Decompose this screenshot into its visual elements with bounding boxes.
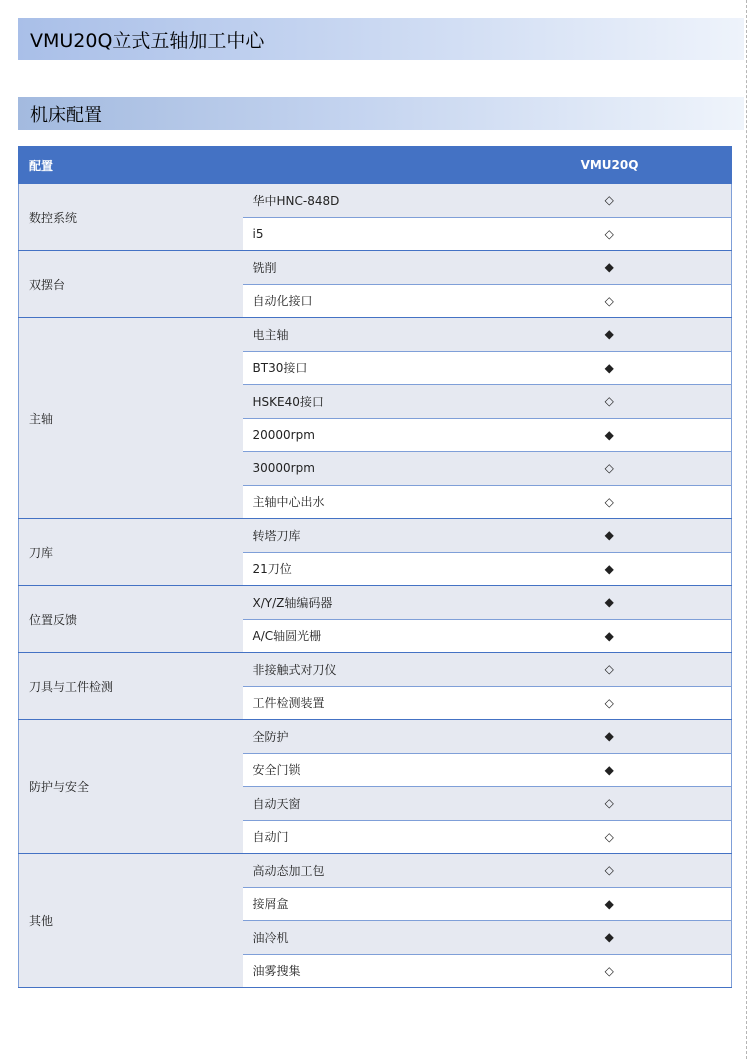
section-title: 机床配置 xyxy=(30,104,102,126)
table-row xyxy=(19,720,732,754)
standard-diamond-icon: ◆ xyxy=(518,519,732,553)
table-header-row xyxy=(19,147,732,184)
table-row xyxy=(19,653,732,687)
optional-diamond-icon: ◇ xyxy=(518,385,732,419)
item-label: 20000rpm xyxy=(243,418,518,452)
group-label: 主轴 xyxy=(19,318,243,519)
table-row xyxy=(19,184,732,218)
item-label: HSKE40接口 xyxy=(243,385,518,419)
standard-diamond-icon: ◆ xyxy=(518,753,732,787)
optional-diamond-icon: ◇ xyxy=(518,485,732,519)
item-label: 30000rpm xyxy=(243,452,518,486)
item-label: 接屑盒 xyxy=(243,887,518,921)
item-label: 全防护 xyxy=(243,720,518,754)
item-label: 自动门 xyxy=(243,820,518,854)
item-label: X/Y/Z轴编码器 xyxy=(243,586,518,620)
item-label: 21刀位 xyxy=(243,552,518,586)
item-label: 安全门锁 xyxy=(243,753,518,787)
item-label: 铣削 xyxy=(243,251,518,285)
header-config: 配置 xyxy=(19,147,518,184)
standard-diamond-icon: ◆ xyxy=(518,921,732,955)
section-heading-banner xyxy=(18,97,744,130)
item-label: A/C轴圆光栅 xyxy=(243,619,518,653)
table-row xyxy=(19,251,732,285)
item-label: 华中HNC-848D xyxy=(243,184,518,218)
item-label: 电主轴 xyxy=(243,318,518,352)
optional-diamond-icon: ◇ xyxy=(518,284,732,318)
item-label: 自动天窗 xyxy=(243,787,518,821)
standard-diamond-icon: ◆ xyxy=(518,552,732,586)
group-label: 刀库 xyxy=(19,519,243,586)
item-label: 油雾搜集 xyxy=(243,954,518,988)
page-edge-dashed-line xyxy=(746,0,747,1059)
group-label: 位置反馈 xyxy=(19,586,243,653)
standard-diamond-icon: ◆ xyxy=(518,619,732,653)
standard-diamond-icon: ◆ xyxy=(518,720,732,754)
standard-diamond-icon: ◆ xyxy=(518,318,732,352)
optional-diamond-icon: ◇ xyxy=(518,854,732,888)
standard-diamond-icon: ◆ xyxy=(518,418,732,452)
standard-diamond-icon: ◆ xyxy=(518,887,732,921)
group-label: 其他 xyxy=(19,854,243,988)
table-row xyxy=(19,586,732,620)
item-label: 主轴中心出水 xyxy=(243,485,518,519)
group-label: 数控系统 xyxy=(19,184,243,251)
item-label: BT30接口 xyxy=(243,351,518,385)
item-label: 非接触式对刀仪 xyxy=(243,653,518,687)
optional-diamond-icon: ◇ xyxy=(518,820,732,854)
table-body xyxy=(19,184,732,988)
optional-diamond-icon: ◇ xyxy=(518,452,732,486)
group-label: 刀具与工件检测 xyxy=(19,653,243,720)
document-title-banner xyxy=(18,18,744,60)
standard-diamond-icon: ◆ xyxy=(518,586,732,620)
item-label: 转塔刀库 xyxy=(243,519,518,553)
optional-diamond-icon: ◇ xyxy=(518,787,732,821)
table-row xyxy=(19,854,732,888)
item-label: 工件检测装置 xyxy=(243,686,518,720)
group-label: 防护与安全 xyxy=(19,720,243,854)
configuration-table xyxy=(18,146,732,988)
optional-diamond-icon: ◇ xyxy=(518,217,732,251)
item-label: 高动态加工包 xyxy=(243,854,518,888)
optional-diamond-icon: ◇ xyxy=(518,184,732,218)
optional-diamond-icon: ◇ xyxy=(518,686,732,720)
optional-diamond-icon: ◇ xyxy=(518,653,732,687)
table-row xyxy=(19,519,732,553)
item-label: i5 xyxy=(243,217,518,251)
optional-diamond-icon: ◇ xyxy=(518,954,732,988)
standard-diamond-icon: ◆ xyxy=(518,351,732,385)
document-title: VMU20Q立式五轴加工中心 xyxy=(30,29,265,52)
group-label: 双摆台 xyxy=(19,251,243,318)
item-label: 自动化接口 xyxy=(243,284,518,318)
standard-diamond-icon: ◆ xyxy=(518,251,732,285)
item-label: 油冷机 xyxy=(243,921,518,955)
header-model: VMU20Q xyxy=(518,147,732,184)
table-row xyxy=(19,318,732,352)
